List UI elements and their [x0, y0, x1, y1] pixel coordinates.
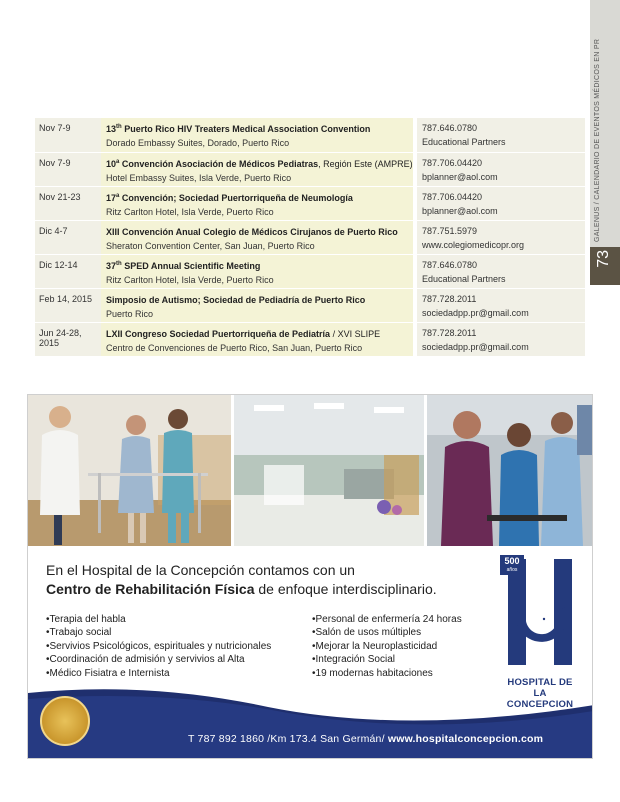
event-place: Dorado Embassy Suites, Dorado, Puerto Rico	[106, 138, 290, 148]
photo-therapy-patient	[28, 395, 231, 546]
event-phone: 787.706.04420	[422, 158, 483, 168]
services-list-right	[312, 613, 462, 680]
service-item: •Trabajo social	[46, 627, 112, 639]
event-description	[101, 118, 413, 152]
event-description	[101, 323, 413, 356]
service-item: •Salón de usos múltiples	[312, 627, 422, 639]
event-place: Hotel Embassy Suites, Isla Verde, Puerto Rico	[106, 173, 292, 183]
events-table	[35, 118, 585, 356]
photo-exercise-illustration	[427, 395, 593, 546]
event-contact-info: bplanner@aol.com	[422, 206, 498, 216]
ad-headline-bold: Centro de Rehabilitación Física	[46, 581, 255, 597]
side-tab	[590, 0, 620, 802]
footer-wave	[28, 685, 593, 759]
event-contact	[417, 221, 585, 254]
service-item: •Médico Fisiatra e Internista	[46, 667, 170, 679]
photo-therapy-illustration	[28, 395, 231, 546]
event-ordinal: 17	[106, 193, 117, 203]
event-description	[101, 255, 413, 288]
event-place: Puerto Rico	[106, 309, 154, 319]
ad-headline-line-2	[46, 580, 437, 599]
event-title-text: Simposio de Autismo; Sociedad de Pediadría de Puerto Rico	[106, 295, 366, 305]
event-phone: 787.706.04420	[422, 192, 483, 202]
logo-name-line-2: CONCEPCION	[506, 699, 574, 710]
event-row	[35, 322, 585, 356]
event-title-text: XIII Convención Anual Colegio de Médicos Cirujanos de Puerto Rico	[106, 227, 398, 237]
event-contact	[417, 289, 585, 322]
event-date: Nov 7-9	[35, 118, 101, 152]
event-date: Feb 14, 2015	[35, 289, 101, 322]
event-ordinal-suffix: th	[116, 261, 122, 267]
photo-exercise-class	[427, 395, 593, 546]
event-contact-info: Educational Partners	[422, 137, 506, 147]
service-item: •Integración Social	[312, 654, 395, 666]
event-date: Nov 7-9	[35, 153, 101, 186]
event-ordinal: 37	[106, 261, 117, 271]
service-item: •Personal de enfermería 24 horas	[312, 614, 462, 625]
event-row	[35, 220, 585, 254]
ad-headline-line-1: En el Hospital de la Concepción contamos con un	[46, 562, 355, 578]
event-contact	[417, 255, 585, 288]
event-phone: 787.728.2011	[422, 328, 477, 338]
event-description	[101, 153, 413, 186]
event-title-extra: , Región Este (AMPRE)	[318, 159, 413, 169]
ad-headline-rest: de enfoque interdisciplinario.	[254, 581, 437, 597]
event-contact-info: sociedadpp.pr@gmail.com	[422, 342, 529, 352]
event-row	[35, 254, 585, 288]
event-contact	[417, 118, 585, 152]
footer-phone-address: T 787 892 1860 /Km 173.4 San Germán/	[188, 733, 388, 745]
event-place: Centro de Convenciones de Puerto Rico, San Juan, Puerto Rico	[106, 343, 363, 353]
section-label: GALENUS / CALENDARIO DE EVENTOS MÉDICOS EN PR	[594, 38, 601, 242]
event-contact	[417, 153, 585, 186]
event-title-text: Puerto Rico HIV Treaters Medical Association Convention	[121, 124, 371, 134]
services-list-left	[46, 613, 271, 680]
event-title	[106, 190, 413, 205]
event-title-text: SPED Annual Scientific Meeting	[121, 261, 261, 271]
event-contact-info: Educational Partners	[422, 274, 506, 284]
event-description	[101, 187, 413, 220]
event-row	[35, 288, 585, 322]
event-title	[106, 224, 413, 239]
service-item: •Servivios Psicológicos, espirituales y nutricionales	[46, 640, 272, 652]
event-date: Dic 12-14	[35, 255, 101, 288]
event-phone: 787.646.0780	[422, 123, 478, 133]
photo-rehab-gym	[234, 395, 424, 546]
ad-footer-contact	[188, 733, 543, 745]
hospital-advertisement	[27, 394, 593, 759]
event-contact-info: sociedadpp.pr@gmail.com	[422, 308, 529, 318]
event-ordinal: 10	[106, 159, 117, 169]
event-row	[35, 152, 585, 186]
event-place: Ritz Carlton Hotel, Isla Verde, Puerto Rico	[106, 207, 274, 217]
service-item: •Coordinación de admisión y servivios al Alta	[46, 654, 245, 666]
photo-strip	[28, 395, 593, 546]
event-ordinal: 13	[106, 124, 117, 134]
event-title	[106, 258, 413, 273]
event-row	[35, 118, 585, 152]
event-ordinal-suffix: a	[116, 159, 120, 165]
event-contact-info: bplanner@aol.com	[422, 172, 498, 182]
page-number: 73	[595, 250, 612, 268]
event-title-text: Convención Asociación de Médicos Pediatras	[119, 159, 319, 169]
event-title	[106, 292, 413, 307]
event-date: Nov 21-23	[35, 187, 101, 220]
event-description	[101, 289, 413, 322]
event-contact-info: www.colegiomedicopr.org	[422, 240, 525, 250]
event-description	[101, 221, 413, 254]
event-place: Ritz Carlton Hotel, Isla Verde, Puerto Rico	[106, 275, 274, 285]
event-title-text: LXII Congreso Sociedad Puertorriqueña de Pediatría	[106, 329, 331, 339]
event-phone: 787.728.2011	[422, 294, 477, 304]
event-row	[35, 186, 585, 220]
logo-years-label: años	[506, 567, 518, 573]
event-ordinal-suffix: th	[116, 124, 122, 130]
event-phone: 787.646.0780	[422, 260, 478, 270]
service-item: •Terapia del habla	[46, 614, 126, 625]
event-contact	[417, 323, 585, 356]
event-contact	[417, 187, 585, 220]
accreditation-seal-icon	[40, 696, 90, 746]
logo-name-line-1: HOSPITAL DE LA	[507, 677, 573, 699]
event-title	[106, 156, 413, 171]
photo-gym-illustration	[234, 395, 424, 546]
event-date: Jun 24-28, 2015	[35, 323, 101, 356]
event-title-text: Convención; Sociedad Puertorriqueña de Neumología	[119, 193, 353, 203]
footer-url[interactable]: www.hospitalconcepcion.com	[387, 733, 544, 745]
event-title	[106, 326, 413, 341]
hospital-logo	[500, 553, 580, 710]
event-ordinal-suffix: a	[116, 193, 120, 199]
service-item: •Mejorar la Neuroplasticidad	[312, 640, 438, 652]
service-item: •19 modernas habitaciones	[312, 667, 433, 679]
event-date: Dic 4-7	[35, 221, 101, 254]
event-title	[106, 121, 413, 136]
event-place: Sheraton Convention Center, San Juan, Puerto Rico	[106, 241, 315, 251]
ad-headline	[46, 561, 437, 599]
event-title-extra: / XVI SLIPE	[330, 329, 381, 339]
logo-500-badge	[500, 555, 524, 575]
logo-years: 500	[504, 556, 520, 566]
event-phone: 787.751.5979	[422, 226, 478, 236]
